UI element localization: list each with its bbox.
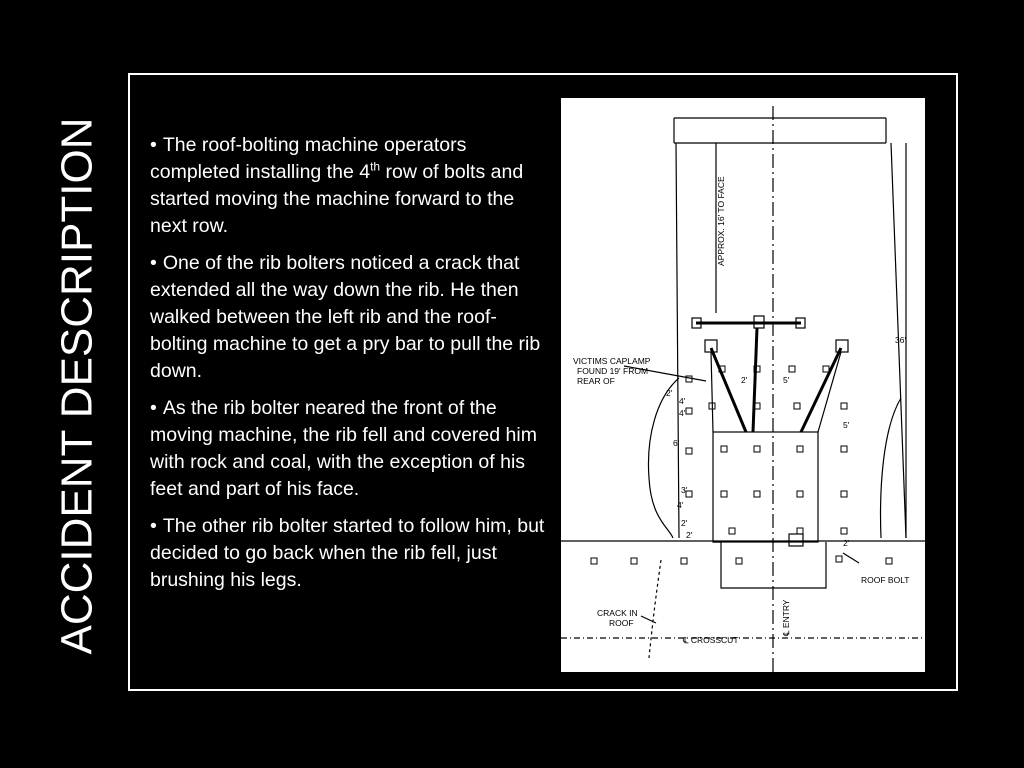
machine-body	[713, 432, 818, 542]
roof-bolts	[591, 366, 892, 564]
roof-bolt	[686, 448, 692, 454]
bullet-item-2	[150, 250, 550, 385]
caplamp-label-line-1: VICTIMS CAPLAMP	[573, 356, 651, 366]
roof-bolt	[721, 446, 727, 452]
roof-bolt	[823, 366, 829, 372]
roof-bolt	[797, 491, 803, 497]
bullet-dot: •	[150, 252, 157, 274]
roof-bolt	[631, 558, 637, 564]
rib-fall-outline	[648, 378, 679, 538]
roof-bolt	[841, 528, 847, 534]
roof-bolt	[754, 491, 760, 497]
roof-bolt	[721, 491, 727, 497]
roof-bolt	[886, 558, 892, 564]
bolt-label: 2'	[681, 518, 688, 528]
caplamp-label-line-2: FOUND 19' FROM	[577, 366, 649, 376]
bullet-3-text: As the rib bolter neared the front of the moving machine, the rib fell and covered him with rock and coal, with the exception of his feet and part of his face.	[150, 397, 537, 500]
right-rib-outline	[881, 398, 901, 538]
bullet-item-1	[150, 132, 550, 240]
right-drill-head	[836, 340, 848, 352]
roof-bolt	[794, 403, 800, 409]
machine-lower	[713, 542, 826, 588]
bullet-item-4	[150, 513, 550, 594]
left-mast	[711, 352, 713, 432]
roof-bolt	[797, 446, 803, 452]
roof-crack	[649, 560, 661, 658]
bolt-label: 2'	[666, 388, 673, 398]
center-boom	[753, 328, 757, 432]
bullet-dot: •	[150, 397, 157, 419]
bolt-label: 5'	[783, 375, 790, 385]
accident-diagram-svg	[561, 98, 925, 672]
bolt-label: 2'	[843, 538, 850, 548]
roof-bolt-leader	[843, 553, 859, 563]
accident-diagram	[561, 98, 925, 672]
bolt-label: 6'	[673, 438, 680, 448]
crosscut-label: ℄ CROSSCUT	[683, 635, 739, 645]
roof-bolt-label: ROOF BOLT	[861, 575, 910, 585]
roof-bolt	[841, 491, 847, 497]
bolt-label: 5'	[843, 420, 850, 430]
bullet-1-text-pre: The roof-bolting machine operators completed installing the 4	[150, 134, 467, 183]
approx-to-face-label: APPROX. 16' TO FACE	[716, 176, 726, 266]
bullet-1-text-post: row of bolts and started moving the machine forward to the next row.	[150, 161, 524, 237]
bullet-list	[150, 132, 550, 604]
roof-bolt	[681, 558, 687, 564]
crack-in-roof-label-line-1: CRACK IN	[597, 608, 638, 618]
roof-bolt	[841, 446, 847, 452]
caplamp-label-line-3: REAR OF	[577, 376, 615, 386]
left-boom	[711, 348, 746, 432]
bolt-label: 4'	[677, 500, 684, 510]
dimension-36-label: 36'	[895, 335, 907, 345]
roof-bolt	[789, 366, 795, 372]
bolt-label: 2'	[741, 375, 748, 385]
bullet-4-text: The other rib bolter started to follow him, but decided to go back when the rib fell, just brushing his legs.	[150, 515, 545, 591]
bolt-label: 4'	[679, 396, 686, 406]
slide-title: ACCIDENT DESCRIPTION	[53, 117, 102, 655]
bolt-label: 4'	[679, 408, 686, 418]
bullet-1-superscript: th	[370, 159, 381, 174]
crack-in-roof-label-line-2: ROOF	[609, 618, 634, 628]
machine-notch	[789, 534, 803, 546]
bullet-dot: •	[150, 134, 157, 156]
roof-bolt	[841, 403, 847, 409]
roof-bolt	[754, 446, 760, 452]
bullet-2-text: One of the rib bolters noticed a crack that extended all the way down the rib. He then walked between the left rib and the roof-bolting machine to get a pry bar to pull the rib down.	[150, 252, 541, 382]
bolt-label: 3'	[681, 485, 688, 495]
roof-bolt	[729, 528, 735, 534]
roof-bolt	[686, 408, 692, 414]
slide-title-container	[40, 96, 116, 676]
roof-bolt	[591, 558, 597, 564]
roof-bolt	[797, 528, 803, 534]
roof-bolt	[736, 558, 742, 564]
bullet-item-3	[150, 395, 550, 503]
bolt-label: 2'	[686, 530, 693, 540]
roof-bolt	[836, 556, 842, 562]
left-rib-line	[676, 143, 679, 538]
entry-label: ℄ ENTRY	[781, 599, 791, 636]
bullet-dot: •	[150, 515, 157, 537]
